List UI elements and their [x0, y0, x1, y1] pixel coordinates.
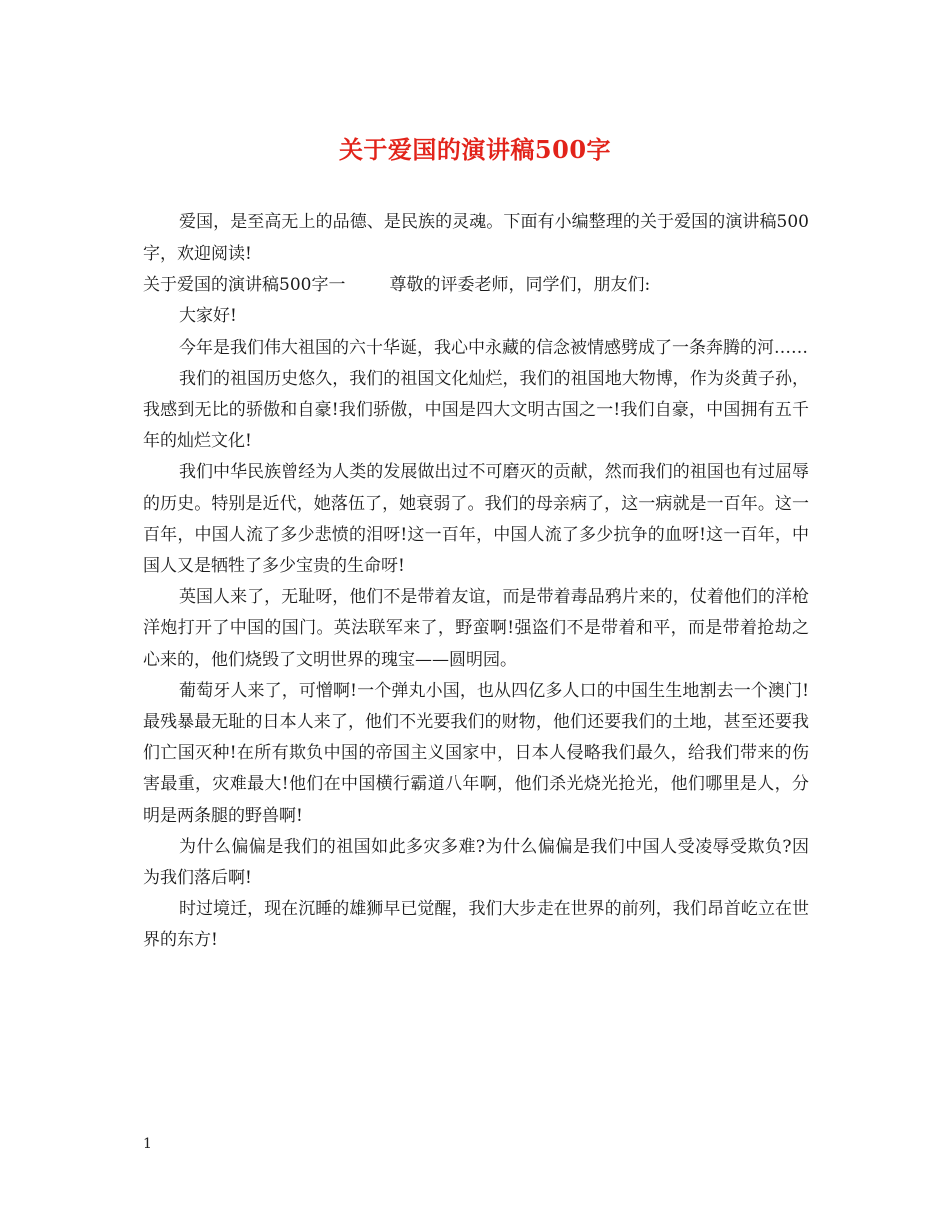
page-number: 1 [143, 1136, 152, 1152]
paragraph-anniversary: 今年是我们伟大祖国的六十华诞，我心中永藏的信念被情感劈成了一条奔腾的河…… [179, 337, 808, 358]
paragraph-greeting: 大家好! [179, 306, 237, 327]
paragraph-why: 为什么偏偏是我们的祖国如此多灾多难?为什么偏偏是我们中国人受凌辱受欺负?因为我们落后啊! [143, 836, 809, 889]
section-heading: 关于爱国的演讲稿500字一 [143, 275, 346, 296]
document-title: 关于爱国的演讲稿500字 [338, 135, 612, 164]
section-heading-line [143, 270, 809, 301]
document-body [143, 207, 809, 957]
paragraph-awakening: 时过境迁，现在沉睡的雄狮早已觉醒，我们大步走在世界的前列，我们昂首屹立在世界的东方! [143, 899, 809, 951]
paragraph-humiliation: 我们中华民族曾经为人类的发展做出过不可磨灭的贡献，然而我们的祖国也有过屈辱的历史。特别是近代，她落伍了，她衰弱了。我们的母亲病了，这一病就是一百年。这一百年，中国人流了多少悲愤的泪呀!这一百年，中国人流了多少抗争的血呀!这一百年，中国人又是牺牲了多少宝贵的生命呀! [143, 462, 809, 577]
paragraph-history: 我们的祖国历史悠久，我们的祖国文化灿烂，我们的祖国地大物博，作为炎黄子孙，我感到无比的骄傲和自豪!我们骄傲，中国是四大文明古国之一!我们自豪，中国拥有五千年的灿烂文化! [143, 368, 809, 452]
paragraph-britain: 英国人来了，无耻呀，他们不是带着友谊，而是带着毒品鸦片来的，仗着他们的洋枪洋炮打开了中国的国门。英法联军来了，野蛮啊!强盗们不是带着和平，而是带着抢劫之心来的，他们烧毁了文明世界的瑰宝——圆明园。 [143, 587, 809, 670]
intro-paragraph: 爱国，是至高无上的品德、是民族的灵魂。下面有小编整理的关于爱国的演讲稿500字，欢迎阅读! [143, 212, 809, 264]
paragraph-portugal-japan: 葡萄牙人来了，可憎啊!一个弹丸小国，也从四亿多人口的中国生生地割去一个澳门!最残暴最无耻的日本人来了，他们不光要我们的财物，他们还要我们的土地，甚至还要我们亡国灭种!在所有欺负中国的帝国主义国家中，日本人侵略我们最久，给我们带来的伤害最重，灾难最大!他们在中国横行霸道八年啊，他们杀光烧光抢光，他们哪里是人，分明是两条腿的野兽啊! [143, 680, 809, 826]
salutation: 尊敬的评委老师，同学们，朋友们: [389, 275, 651, 296]
